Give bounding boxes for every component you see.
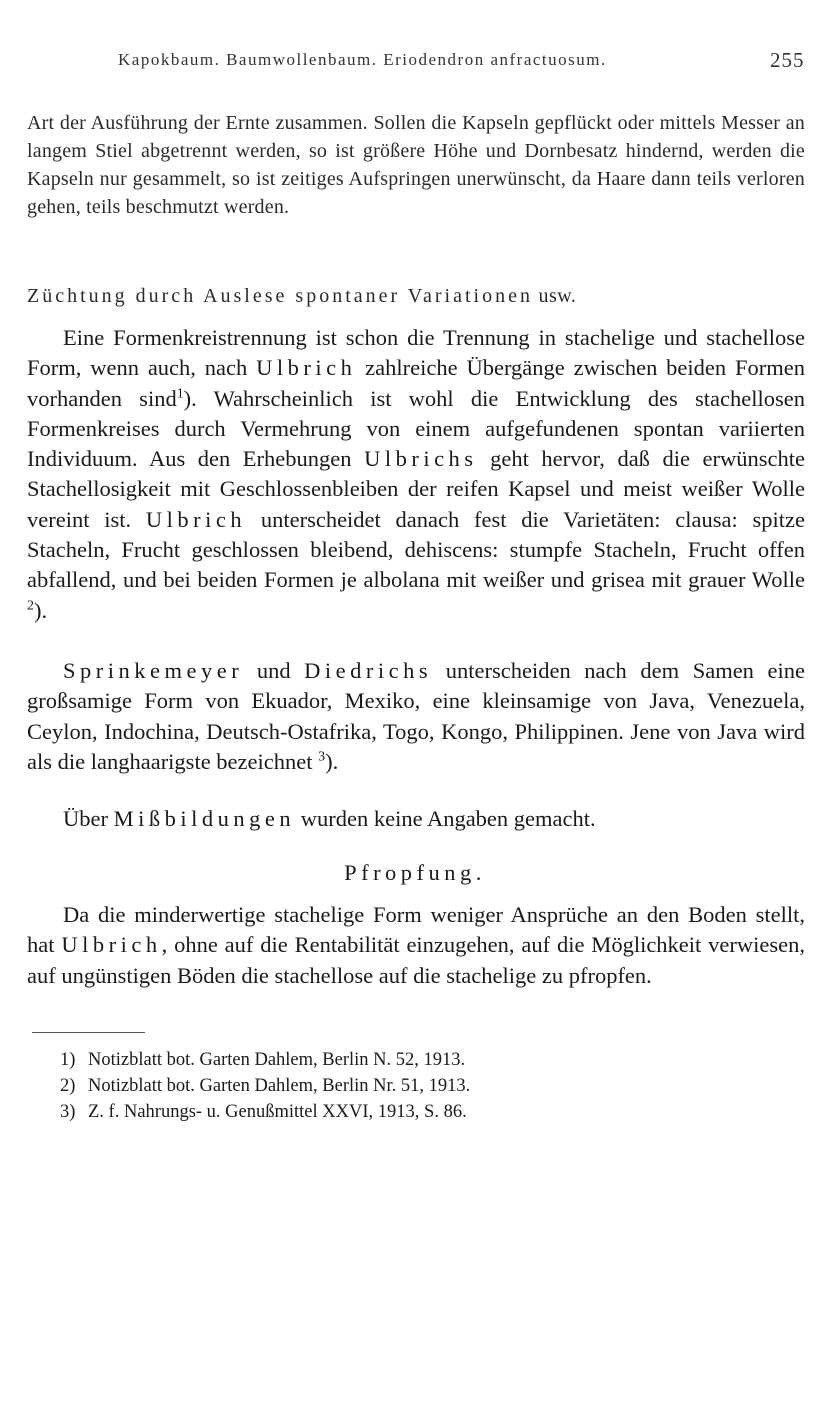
text-run: unterscheidet danach fest die Varietäten: clausa: spitze Stacheln, Frucht geschlossen bleibend, dehiscens: stumpfe Stacheln, Frucht offen abfallend, und bei beiden Formen je albolana mit weißer und grisea mit grauer Wolle	[27, 506, 805, 593]
footnote-mark: 3)	[60, 1102, 76, 1122]
paragraph-missbildungen	[27, 804, 805, 834]
footnote-mark: 2)	[60, 1076, 76, 1096]
author-name: Sprinkemeyer	[63, 658, 244, 683]
paragraph-samen	[27, 656, 805, 777]
text-run: ).	[325, 748, 339, 774]
subheading-pfropfung: Pfropfung.	[344, 860, 486, 885]
text-run: Eine Formenkreistrennung ist schon die Trennung in stachelige und stachellose Form, wenn auch, nach	[27, 325, 805, 381]
page-number: 255	[770, 48, 805, 72]
footnote	[60, 1073, 800, 1099]
footnote-ref: 2	[27, 598, 34, 614]
footnote-text: Notizblatt bot. Garten Dahlem, Berlin Nr. 51, 1913.	[88, 1076, 471, 1096]
author-name: Ulbrich	[145, 506, 247, 532]
footnote	[60, 1047, 800, 1073]
footnote-ref: 1	[176, 386, 184, 402]
text-run: ).	[33, 597, 48, 623]
footnotes	[60, 1047, 800, 1125]
footnote-text: Z. f. Nahrungs- u. Genußmittel XXVI, 1913, S. 86.	[88, 1102, 467, 1122]
text-run: unterscheiden nach dem Samen eine großsamige Form von Ekuador, Mexiko, eine kleinsamige von Java, Venezuela, Ceylon, Indochina, Deutsch-Ostafrika, Togo, Kongo, Philippinen. Jene von Java wird als die langhaarigste bezeichnet	[27, 658, 806, 774]
author-name: Ulbrichs	[364, 446, 478, 472]
intro-paragraph: Art der Ausführung der Ernte zusammen. Sollen die Kapseln gepflückt oder mittels Messer an langem Stiel abgetrennt werden, so ist größere Höhe und Dornbesatz hindernd, werden die Kapseln nur gesammelt, so ist zeitiges Aufspringen unerwünscht, da Haare dann teils verloren gehen, teils beschmutzt werden.	[27, 112, 805, 218]
spaced-term: Mißbildungen	[113, 806, 296, 831]
paragraph-formenkreis	[27, 323, 805, 626]
text-run: wurden keine Angaben gemacht.	[295, 806, 596, 831]
text-run: zahlreiche Übergänge zwischen beiden Formen vorhanden sind	[27, 355, 805, 411]
text-run: und	[243, 658, 305, 683]
section-heading	[27, 285, 576, 308]
text-run: Da die minderwertige stachelige Form weniger Ansprüche an den Boden stellt, hat	[27, 902, 805, 958]
footnote-text: Notizblatt bot. Garten Dahlem, Berlin N. 52, 1913.	[88, 1050, 466, 1070]
footnote-divider	[32, 1032, 145, 1033]
text-run: geht hervor, daß die erwünschte Stachellosigkeit mit Geschlossenbleiben der reifen Kapsel und meist weißer Wolle vereint ist.	[27, 446, 805, 532]
paragraph-pfropfung	[27, 900, 805, 991]
footnote	[60, 1099, 800, 1125]
section-heading-suffix: usw.	[532, 285, 577, 307]
footnote-mark: 1)	[60, 1050, 76, 1070]
running-title: Kapokbaum. Baumwollenbaum. Eriodendron anfractuosum.	[118, 50, 607, 69]
text-run: , ohne auf die Rentabilität einzugehen, auf die Möglichkeit verwiesen, auf ungünstigen Böden die stachellose auf die stachelige zu pfropfen.	[27, 932, 805, 988]
author-name: Ulbrich	[61, 932, 162, 958]
author-name: Diedrichs	[304, 658, 433, 683]
footnote-ref: 3	[318, 749, 326, 765]
section-heading-spaced: Züchtung durch Auslese spontaner Variationen	[27, 285, 533, 307]
author-name: Ulbrich	[256, 355, 357, 381]
text-run: Über	[63, 806, 114, 831]
text-run: ). Wahrscheinlich ist wohl die Entwicklung des stachellosen Formenkreises durch Vermehrung von einem aufgefundenen spontan variierten Individuum. Aus den Erhebungen	[27, 385, 805, 472]
